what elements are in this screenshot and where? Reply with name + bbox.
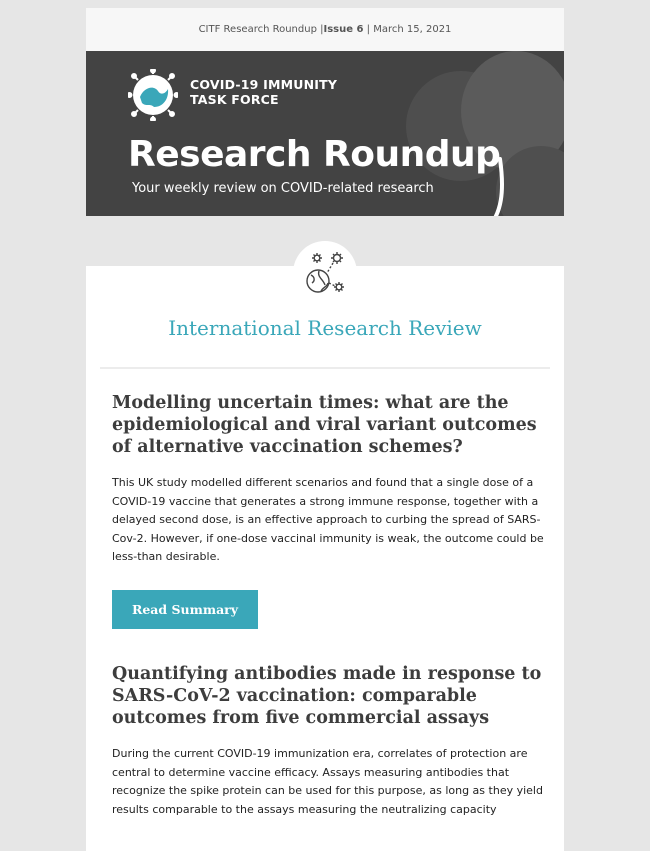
separator: | [366,24,371,35]
content-card [86,266,564,851]
article-title: Modelling uncertain times: what are the epidemiological and viral variant outcomes of alternative vaccination schemes? [112,393,537,457]
article-summary: During the current COVID-19 immunization era, correlates of protection are central to determine vaccine efficacy. Assays measuring antibodies that recognize the spike protein can be used for this purpose, as long as they yield results comparable to the assays measuring the neutralizing capacity [112,747,543,816]
issue-number: Issue 6 [323,24,364,35]
section-badge [293,241,357,305]
divider [100,367,550,369]
hero-title: Research Roundup [128,134,501,175]
article [112,663,548,819]
newsletter-name: CITF Research Roundup [198,24,317,35]
article-title: Quantifying antibodies made in response to SARS-CoV-2 vaccination: comparable outcomes from five commercial assays [112,664,542,728]
read-summary-button[interactable]: Read Summary [112,590,258,629]
curved-arrow-icon [470,157,510,216]
article [112,392,548,629]
organization-name: COVID-19 IMMUNITY TASK FORCE [190,77,338,107]
email-container [86,8,564,851]
hero-banner [86,51,564,216]
hero-subtitle: Your weekly review on COVID-related research [132,181,434,196]
virus-logo-icon [128,69,178,121]
section-title: International Research Review [168,316,482,340]
globe-virus-icon [303,249,347,297]
article-summary: This UK study modelled different scenarios and found that a single dose of a COVID-19 vaccine that generates a strong immune response, together with a delayed second dose, is an effective approach to curbing the spread of SARS-Cov-2. However, if one-dose vaccinal immunity is weak, the outcome could be less-than desirable. [112,476,544,563]
issue-header [86,8,564,51]
separator: | [320,24,324,35]
issue-date: March 15, 2021 [373,24,452,35]
